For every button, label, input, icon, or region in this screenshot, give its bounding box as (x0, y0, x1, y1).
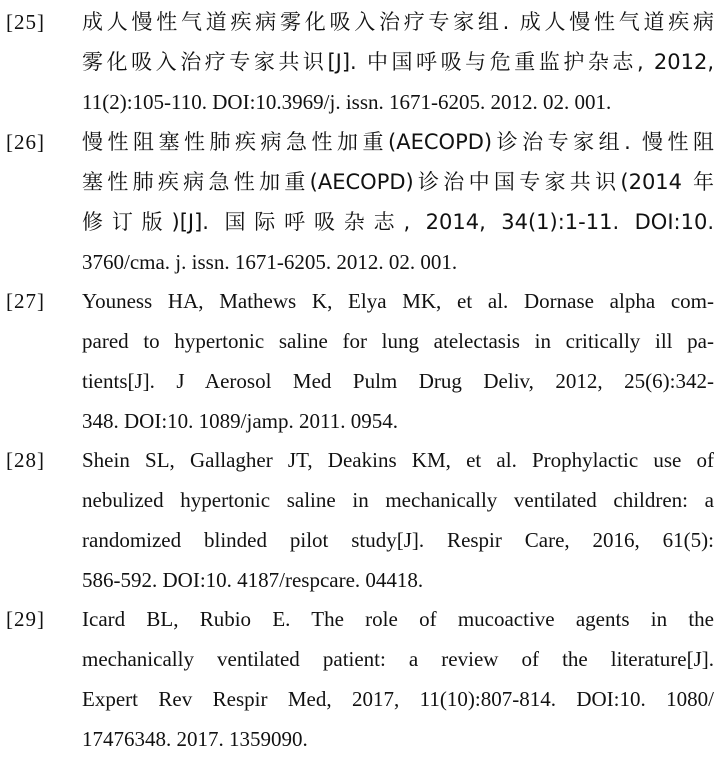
reference-text (82, 2, 714, 122)
reference-item-29 (0, 599, 726, 759)
reference-line: Icard BL, Rubio E. The role of mucoactive agents in the (82, 607, 714, 631)
reference-text (82, 122, 714, 282)
reference-number: [29] (6, 607, 45, 631)
reference-line: 成人慢性气道疾病雾化吸入治疗专家组. 成人慢性气道疾病 (82, 10, 714, 34)
reference-line: 348. DOI:10. 1089/jamp. 2011. 0954. (82, 409, 398, 433)
reference-number: [27] (6, 289, 45, 313)
reference-line: nebulized hypertonic saline in mechanically ventilated children: a (82, 488, 714, 512)
reference-line: 586-592. DOI:10. 4187/respcare. 04418. (82, 568, 424, 592)
reference-line: 塞性肺疾病急性加重(AECOPD)诊治中国专家共识(2014 年 (82, 170, 714, 194)
reference-line: 慢性阻塞性肺疾病急性加重(AECOPD)诊治专家组. 慢性阻 (82, 130, 714, 154)
reference-line: 17476348. 2017. 1359090. (82, 727, 308, 751)
reference-text (82, 440, 714, 600)
reference-number: [28] (6, 448, 45, 472)
reference-item-28 (0, 440, 726, 600)
reference-number: [26] (6, 130, 45, 154)
reference-item-26 (0, 122, 726, 282)
reference-text (82, 599, 714, 759)
reference-line: 11(2):105-110. DOI:10.3969/j. issn. 1671-6205. 2012. 02. 001. (82, 90, 612, 114)
reference-line: pared to hypertonic saline for lung atelectasis in critically ill pa- (82, 329, 714, 353)
reference-number: [25] (6, 10, 45, 34)
reference-line: 修订版)[J]. 国际呼吸杂志, 2014, 34(1):1-11. DOI:10. (82, 210, 714, 234)
reference-text (82, 281, 714, 441)
reference-line: tients[J]. J Aerosol Med Pulm Drug Deliv, 2012, 25(6):342- (82, 369, 714, 393)
reference-line: Youness HA, Mathews K, Elya MK, et al. Dornase alpha com- (82, 289, 714, 313)
reference-line: 3760/cma. j. issn. 1671-6205. 2012. 02. 001. (82, 250, 458, 274)
reference-line: Shein SL, Gallagher JT, Deakins KM, et al. Prophylactic use of (82, 448, 714, 472)
reference-line: randomized blinded pilot study[J]. Respir Care, 2016, 61(5): (82, 528, 714, 552)
reference-line: Expert Rev Respir Med, 2017, 11(10):807-814. DOI:10. 1080/ (82, 687, 714, 711)
reference-item-25 (0, 2, 726, 122)
reference-item-27 (0, 281, 726, 441)
reference-line: 雾化吸入治疗专家共识[J]. 中国呼吸与危重监护杂志, 2012, (82, 50, 714, 74)
reference-line: mechanically ventilated patient: a review of the literature[J]. (82, 647, 714, 671)
